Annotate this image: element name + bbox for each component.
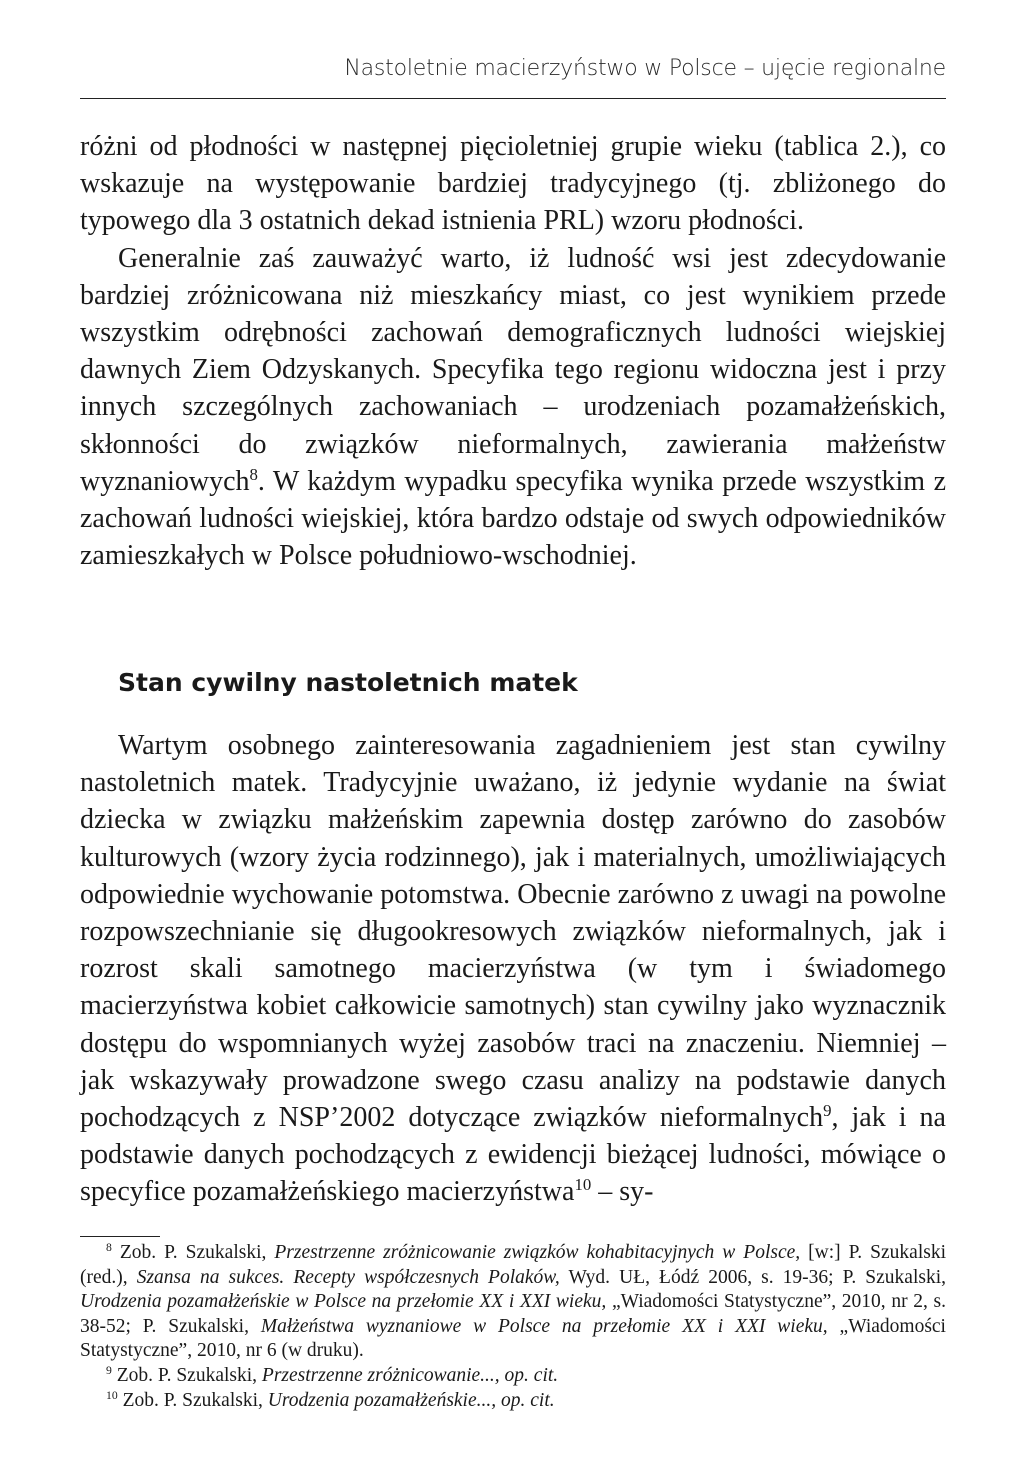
footnote-ref-10[interactable]: 10 bbox=[574, 1175, 592, 1195]
paragraph-3-text-b: , jak i na podstawie danych pochodzących z ewidencji bieżącej ludności, mówiące o specyfice pozamałżeńskiego macierzyństwa bbox=[80, 1102, 946, 1208]
paragraph-1: różni od płodności w następnej pięcioletniej grupie wieku (tablica 2.), co wskazuje na występowanie bardziej tradycyjnego (tj. zbliżonego do typowego dla 3 ostatnich dekad istnienia PRL) wzoru płodności. bbox=[80, 131, 946, 237]
header-rule bbox=[80, 98, 946, 99]
footnote-9-number: 9 bbox=[106, 1363, 112, 1377]
paragraph-2 bbox=[80, 240, 946, 575]
paragraph-3-text-a: Wartym osobnego zainteresowania zagadnieniem jest stan cywilny nastoletnich matek. Tradycyjnie uważano, iż jedynie wydanie na świat dziecka w związku małżeńskim zapewnia dostęp zarówno do zasobów kulturowych (wzory życia rodzinnego), jak i materialnych, umożliwiających odpowiednie wychowanie potomstwa. Obecnie zarówno z uwagi na powolne rozpowszechnianie się długookresowych związków nieformalnych, jak i rozrost skali samotnego macierzyństwa (w tym i świadomego macierzyństwa kobiet całkowicie samotnych) stan cywilny jako wyznacznik dostępu do wspomnianych wyżej zasobów traci na znaczeniu. Niemniej – jak wskazywały prowadzone swego czasu analizy na podstawie danych pochodzących z NSP’2002 dotyczące związków nieformalnych bbox=[80, 730, 946, 1134]
footnote-8-title: Szansa na sukces. Recepty współczesnych Polaków, bbox=[136, 1266, 560, 1288]
footnote-9 bbox=[80, 1364, 946, 1389]
footnote-8 bbox=[80, 1241, 946, 1364]
running-header: Nastoletnie macierzyństwo w Polsce – ujęcie regionalne bbox=[344, 56, 946, 81]
section-body bbox=[80, 727, 946, 1211]
paragraph-3-text-c: – sy- bbox=[591, 1176, 654, 1208]
footnote-ref-9[interactable]: 9 bbox=[823, 1100, 832, 1120]
footnote-10-number: 10 bbox=[106, 1388, 118, 1402]
footnote-8-text: Zob. P. Szukalski, bbox=[111, 1242, 275, 1263]
section-heading: Stan cywilny nastoletnich matek bbox=[118, 668, 578, 697]
paragraph-2-text-a: Generalnie zaś zauważyć warto, iż ludność wsi jest zdecydowanie bardziej zróżnicowana niż mieszkańcy miast, co jest wynikiem przede wszystkim odrębności zachowań demograficznych ludności wiejskiej dawnych Ziem Odzyskanych. Specyfika tego regionu widoczna jest i przy innych szczególnych zachowaniach – urodzeniach pozamałżeńskich, skłonności do związków nieformalnych, zawierania małżeństw wyznaniowych bbox=[80, 242, 946, 497]
footnote-8-title: Urodzenia pozamałżeńskie w Polsce na przełomie XX i XXI wieku, bbox=[80, 1291, 607, 1313]
footnote-8-title: Przestrzenne zróżnicowanie związków kohabitacyjnych w Polsce, bbox=[274, 1242, 801, 1263]
footnote-8-text: „Wiadomości Statystyczne”, 2010, nr 2, s. 38-52; P. Szukalski, bbox=[80, 1291, 947, 1337]
paragraph-2-text-b: . W każdym wypadku specyfika wynika przede wszystkim z zachowań ludności wiejskiej, która bardzo odstaje od swych odpowiedników zamieszkałych w Polsce południowo-wschodniej. bbox=[80, 465, 946, 572]
footnote-10-title: Urodzenia pozamałżeńskie..., op. cit. bbox=[267, 1389, 555, 1411]
footnote-8-number: 8 bbox=[106, 1240, 112, 1254]
footnote-10 bbox=[80, 1389, 946, 1414]
footnote-9-text: Zob. P. Szukalski, bbox=[111, 1364, 262, 1386]
paragraph-3 bbox=[80, 727, 946, 1211]
footnote-8-title: Małżeństwa wyznaniowe w Polsce na przełomie XX i XXI wieku, bbox=[260, 1315, 828, 1337]
body-text bbox=[80, 128, 946, 574]
footnote-10-text: Zob. P. Szukalski, bbox=[117, 1389, 268, 1411]
footnote-ref-8[interactable]: 8 bbox=[249, 464, 258, 484]
footnote-8-text: [w:] P. Szukalski (red.), bbox=[80, 1242, 947, 1288]
footnotes bbox=[80, 1241, 946, 1413]
footnote-9-title: Przestrzenne zróżnicowanie..., op. cit. bbox=[261, 1364, 559, 1386]
footnote-rule bbox=[80, 1236, 160, 1237]
footnote-8-text: Wyd. UŁ, Łódź 2006, s. 19-36; P. Szukalski, bbox=[559, 1266, 947, 1288]
footnote-8-text: „Wiadomości Statystyczne”, 2010, nr 6 (w druku). bbox=[80, 1315, 946, 1362]
